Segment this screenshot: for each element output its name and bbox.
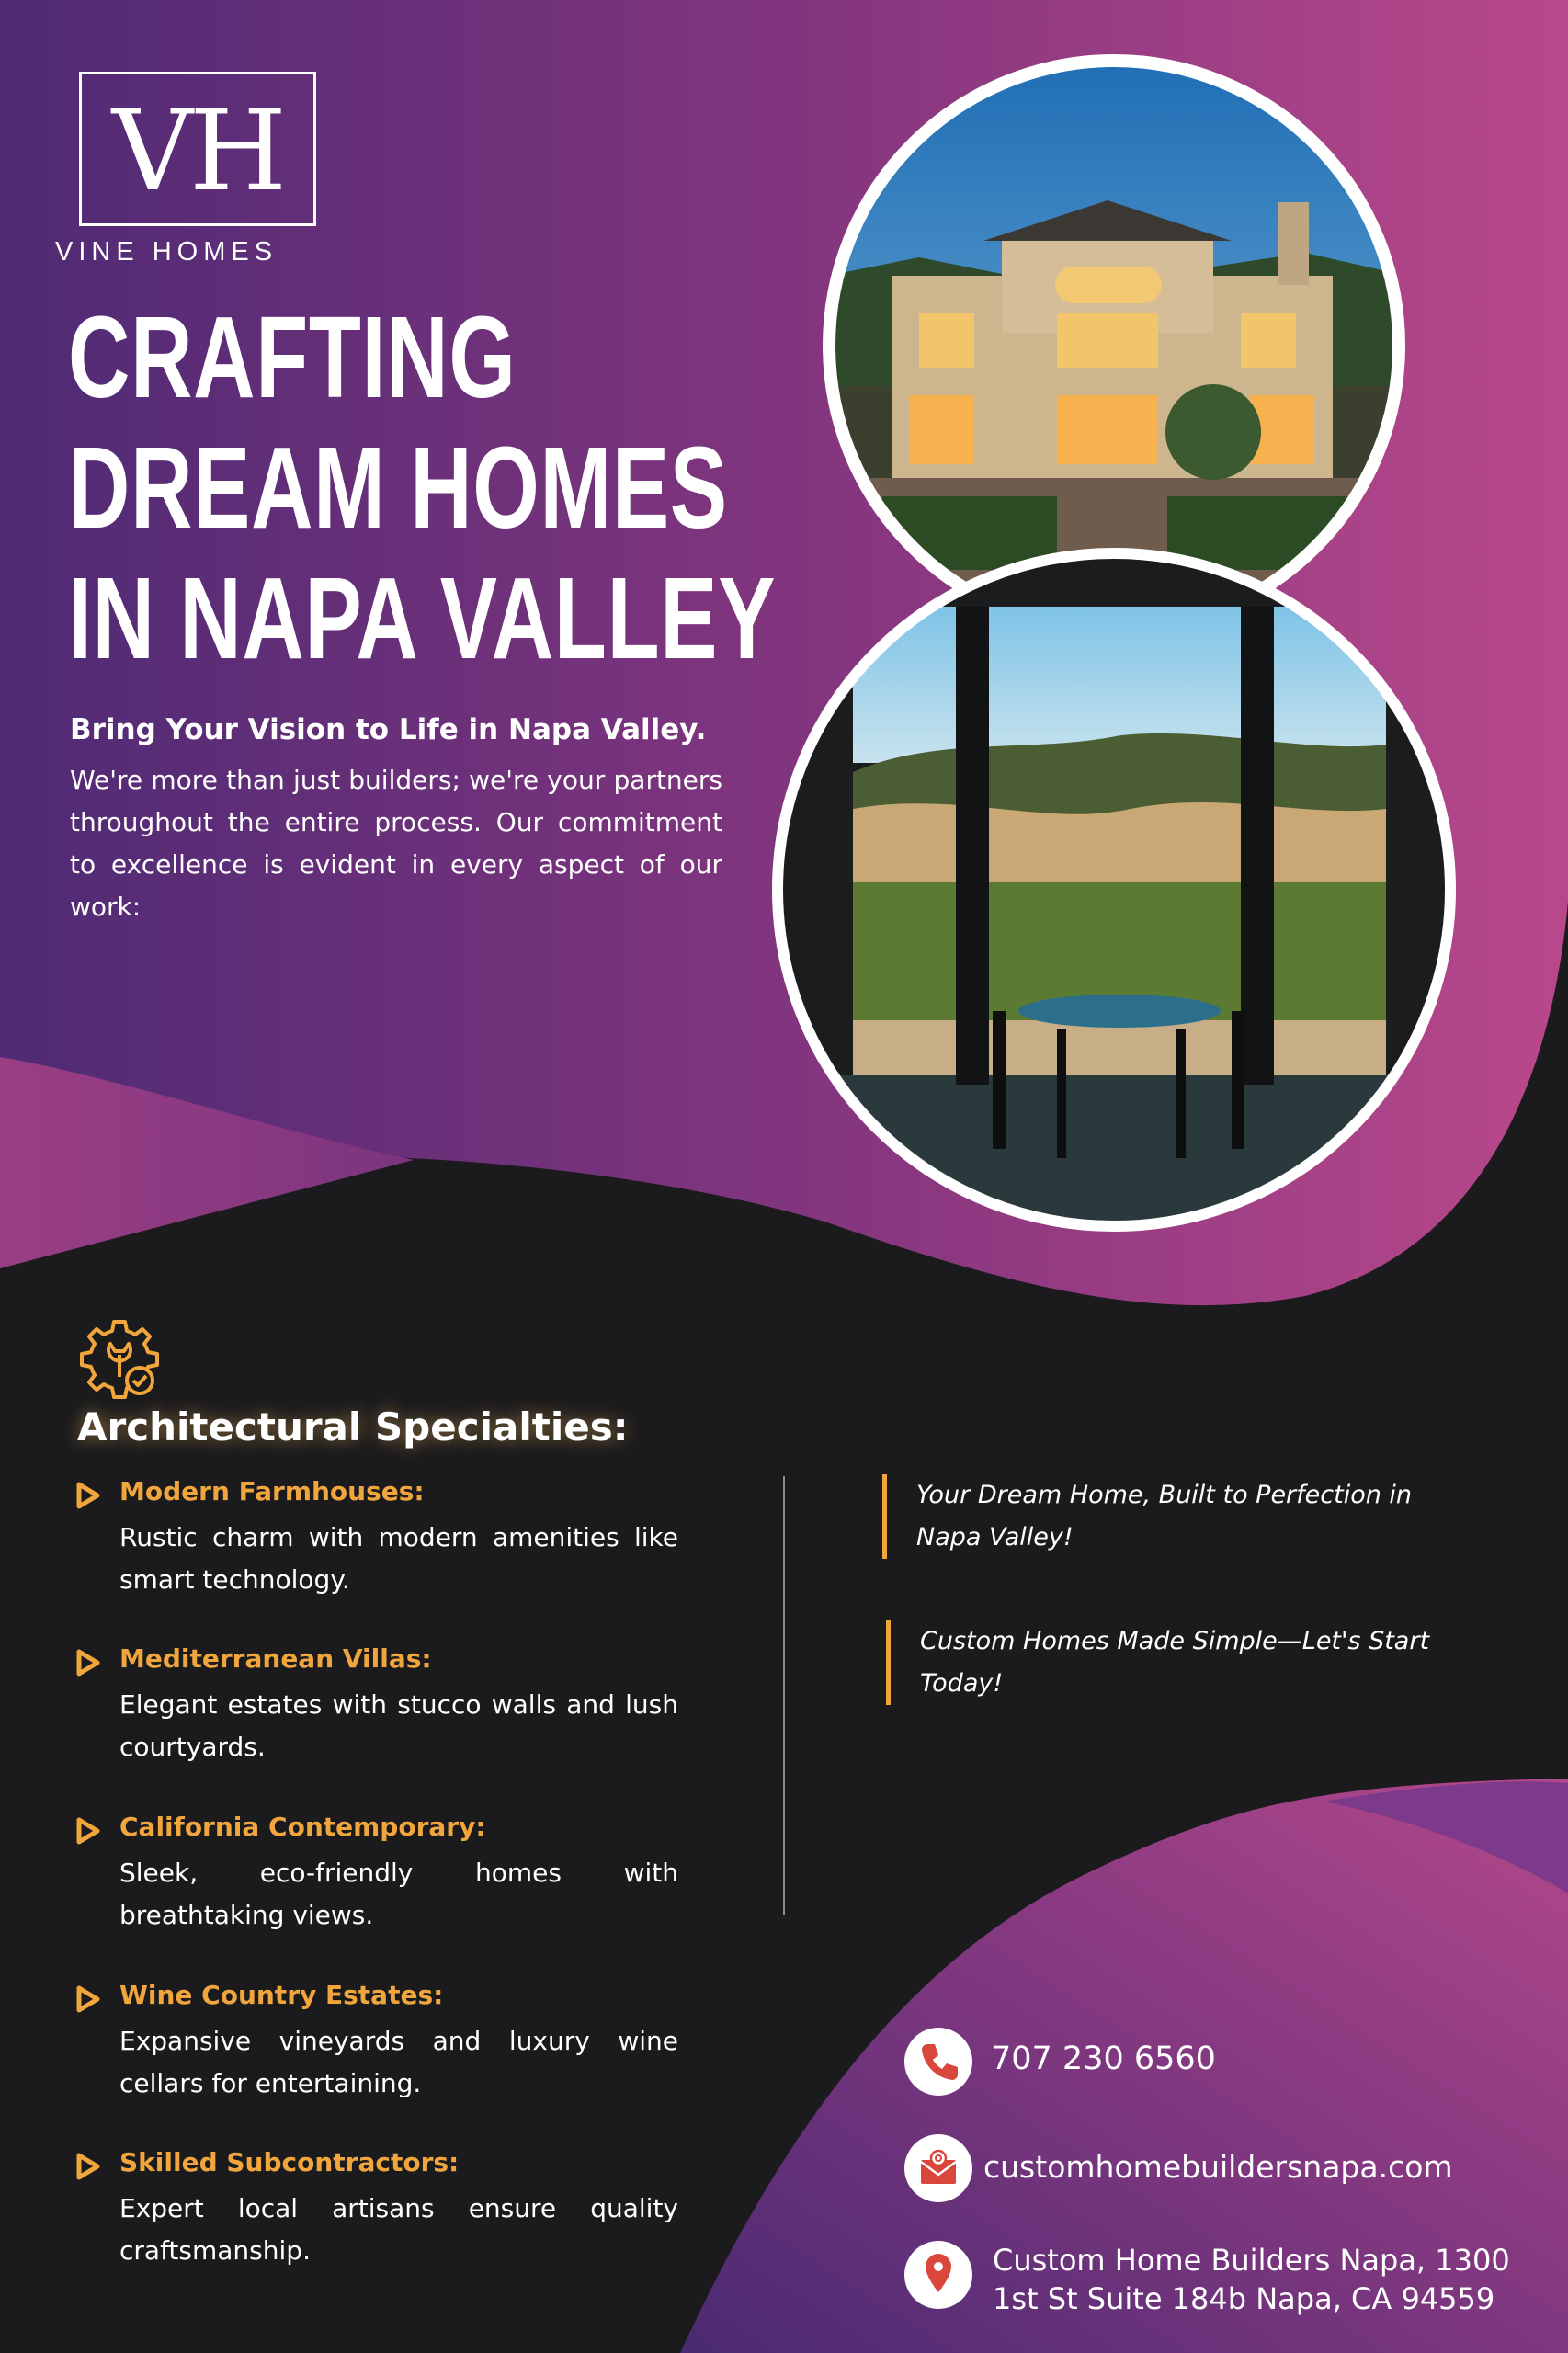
specialty-name: Modern Farmhouses: — [119, 1476, 425, 1506]
logo — [79, 72, 316, 226]
tagline-1: Your Dream Home, Built to Perfection in Napa Valley! — [882, 1474, 1452, 1559]
phone-icon — [904, 2028, 972, 2096]
gear-wrench-check-icon — [75, 1316, 164, 1404]
play-arrow-icon — [75, 1985, 101, 2013]
specialty-desc: Expert local artisans ensure quality craftsmanship. — [119, 2193, 678, 2266]
specialties-title: Architectural Specialties: — [77, 1404, 629, 1449]
email-icon — [904, 2134, 972, 2202]
logo-monogram: VH — [111, 85, 284, 216]
column-divider — [783, 1476, 785, 1915]
specialty-desc: Rustic charm with modern amenities like smart technology. — [119, 1522, 678, 1595]
hero-headline — [68, 292, 776, 684]
specialty-desc: Elegant estates with stucco walls and lush courtyards. — [119, 1689, 678, 1762]
specialty-name: Mediterranean Villas: — [119, 1643, 432, 1674]
specialty-name: California Contemporary: — [119, 1812, 486, 1842]
specialty-desc: Sleek, eco-friendly homes with breathtaking views. — [119, 1858, 678, 1930]
phone-number: 707 230 6560 — [991, 2040, 1216, 2077]
play-arrow-icon — [75, 1817, 101, 1845]
specialty-desc: Expansive vineyards and luxury wine cellars for entertaining. — [119, 2026, 678, 2098]
play-arrow-icon — [75, 1482, 101, 1509]
logo-wordmark: VINE HOMES — [55, 237, 278, 267]
location-pin-icon — [904, 2241, 972, 2309]
intro-subhead: Bring Your Vision to Life in Napa Valley. — [70, 713, 707, 746]
headline-line-3: IN NAPA VALLEY — [68, 553, 777, 683]
intro-paragraph: We're more than just builders; we're your partners throughout the entire process. Our commitment to excellence is evident in every aspect of our work: — [70, 765, 722, 922]
website-text: customhomebuildersnapa.com — [983, 2149, 1453, 2185]
play-arrow-icon — [75, 1649, 101, 1677]
address-line-2: 1st St Suite 184b Napa, CA 94559 — [993, 2281, 1495, 2316]
tagline-2: Custom Homes Made Simple—Let's Start Today! — [886, 1620, 1456, 1705]
address-line-1: Custom Home Builders Napa, 1300 — [993, 2243, 1510, 2278]
headline-line-2: DREAM HOMES — [68, 423, 728, 552]
specialty-name: Skilled Subcontractors: — [119, 2147, 460, 2177]
play-arrow-icon — [75, 2153, 101, 2180]
specialty-name: Wine Country Estates: — [119, 1980, 444, 2010]
headline-line-1: CRAFTING — [68, 292, 517, 422]
